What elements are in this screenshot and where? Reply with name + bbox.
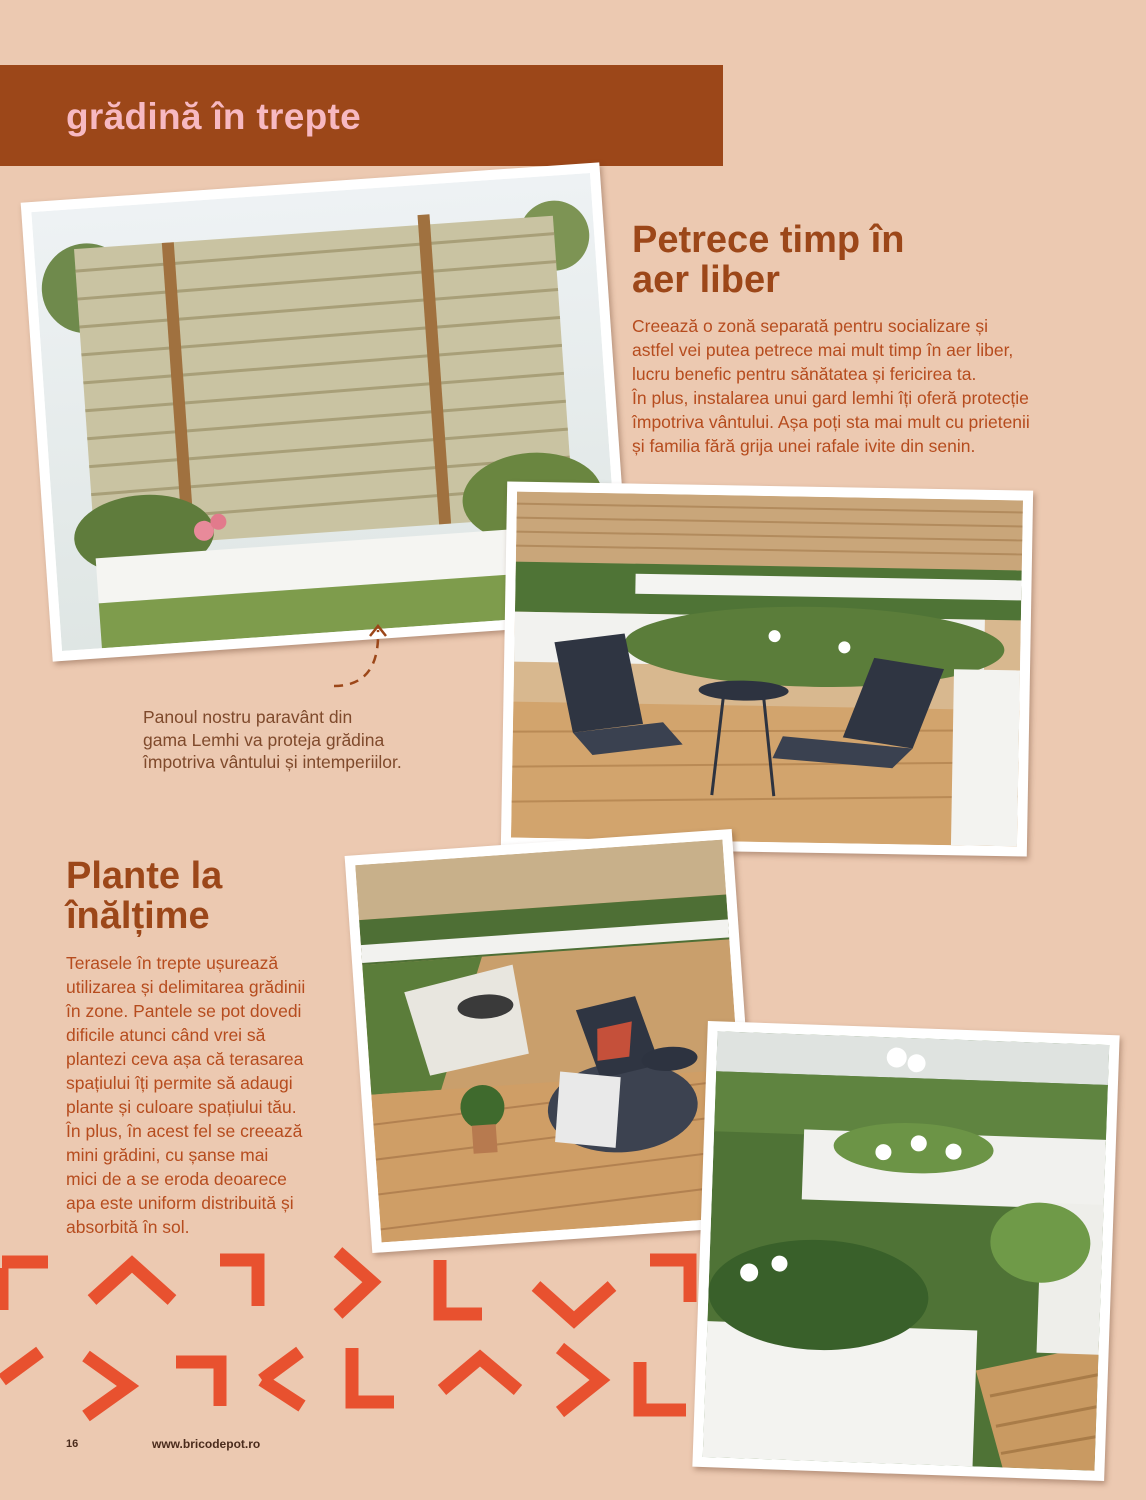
page-number: 16: [66, 1438, 79, 1450]
photo-patio-chairs: [501, 481, 1033, 856]
plants-heading-line2: înălțime: [66, 895, 210, 937]
section-title: grădină în trepte: [66, 96, 361, 137]
photo-terrace-aerial: [345, 829, 760, 1253]
fence-caption: Panoul nostru paravânt din gama Lemhi va proteja grădina împotriva vântului și intemperiilor.: [143, 707, 402, 772]
photo-raised-beds: [692, 1021, 1119, 1481]
outdoor-heading-line2: aer liber: [632, 259, 780, 301]
dashed-arrow-icon: [328, 618, 398, 693]
chevron-pattern-icon: [0, 1230, 700, 1430]
plants-body: Terasele în trepte ușurează utilizarea și delimitarea grădinii în zone. Pantele se pot dovedi dificile atunci când vrei să plantezi ceva așa că terasarea spațiului îți permite să adaugi plante și culoare spațiului tău. În plus, în acest fel se creează mini grădini, cu șanse mai mici de a se eroda deoarece apa este uniform distribuită și absorbită în sol.: [66, 953, 306, 1237]
website-url[interactable]: www.bricodepot.ro: [152, 1437, 261, 1451]
plants-heading: [66, 856, 222, 936]
plants-heading-line1: Plante la: [66, 855, 223, 897]
outdoor-heading-line1: Petrece timp în: [632, 219, 905, 261]
outdoor-heading: [632, 220, 904, 300]
outdoor-body: Creează o zonă separată pentru socializare și astfel vei putea petrece mai mult timp în aer liber, lucru benefic pentru sănătatea și fericirea ta. În plus, instalarea unui gard lemhi îți oferă protecție împotriva vântului. Așa poți sta mai mult cu prietenii și familia fără grija unei rafale ivite din senin.: [632, 316, 1030, 456]
